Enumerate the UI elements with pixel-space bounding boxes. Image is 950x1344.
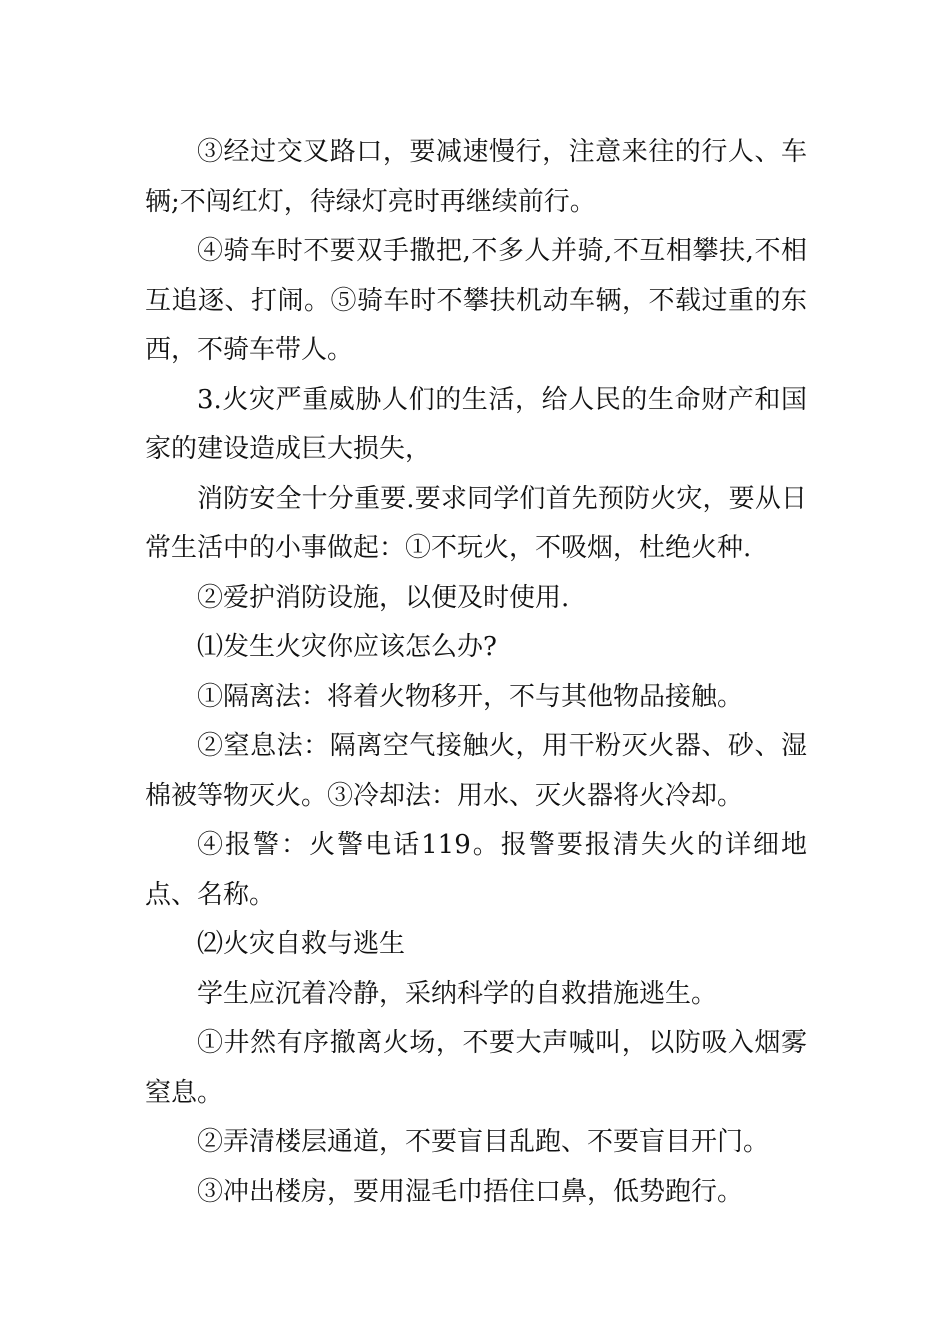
paragraph-9: ④报警：火警电话119。报警要报清失火的详细地点、名称。 xyxy=(145,830,807,910)
paragraph-8: ②窒息法：隔离空气接触火，用干粉灭火器、砂、湿棉被等物灭火。③冷却法：用水、灭火器将火冷却。 xyxy=(145,731,807,811)
paragraph-7: ①隔离法：将着火物移开，不与其他物品接触。 xyxy=(197,681,744,712)
paragraph-10: ⑵火灾自救与逃生 xyxy=(197,929,406,959)
document-body xyxy=(145,128,807,1217)
paragraph-4: 消防安全十分重要.要求同学们首先预防火灾，要从日常生活中的小事做起：①不玩火，不吸烟，杜绝火种. xyxy=(145,483,807,563)
paragraph-6: ⑴发生火灾你应该怎么办? xyxy=(197,632,497,662)
paragraph-5: ②爱护消防设施，以便及时使用. xyxy=(197,582,570,613)
paragraph-14: ③冲出楼房，要用湿毛巾捂住口鼻，低势跑行。 xyxy=(197,1176,744,1207)
paragraph-13: ②弄清楼层通道，不要盲目乱跑、不要盲目开门。 xyxy=(197,1127,770,1157)
paragraph-2: ④骑车时不要双手撒把,不多人并骑,不互相攀扶,不相互追逐、打闹。⑤骑车时不攀扶机动车辆，不载过重的东西，不骑车带人。 xyxy=(145,236,807,365)
paragraph-11: 学生应沉着冷静，采纳科学的自救措施逃生。 xyxy=(197,978,718,1009)
paragraph-12: ①井然有序撤离火场，不要大声喊叫，以防吸入烟雾窒息。 xyxy=(145,1028,807,1108)
paragraph-1: ③经过交叉路口，要减速慢行，注意来往的行人、车辆;不闯红灯，待绿灯亮时再继续前行。 xyxy=(145,137,807,217)
paragraph-3: 3.火灾严重威胁人们的生活，给人民的生命财产和国家的建设造成巨大损失， xyxy=(145,384,807,464)
